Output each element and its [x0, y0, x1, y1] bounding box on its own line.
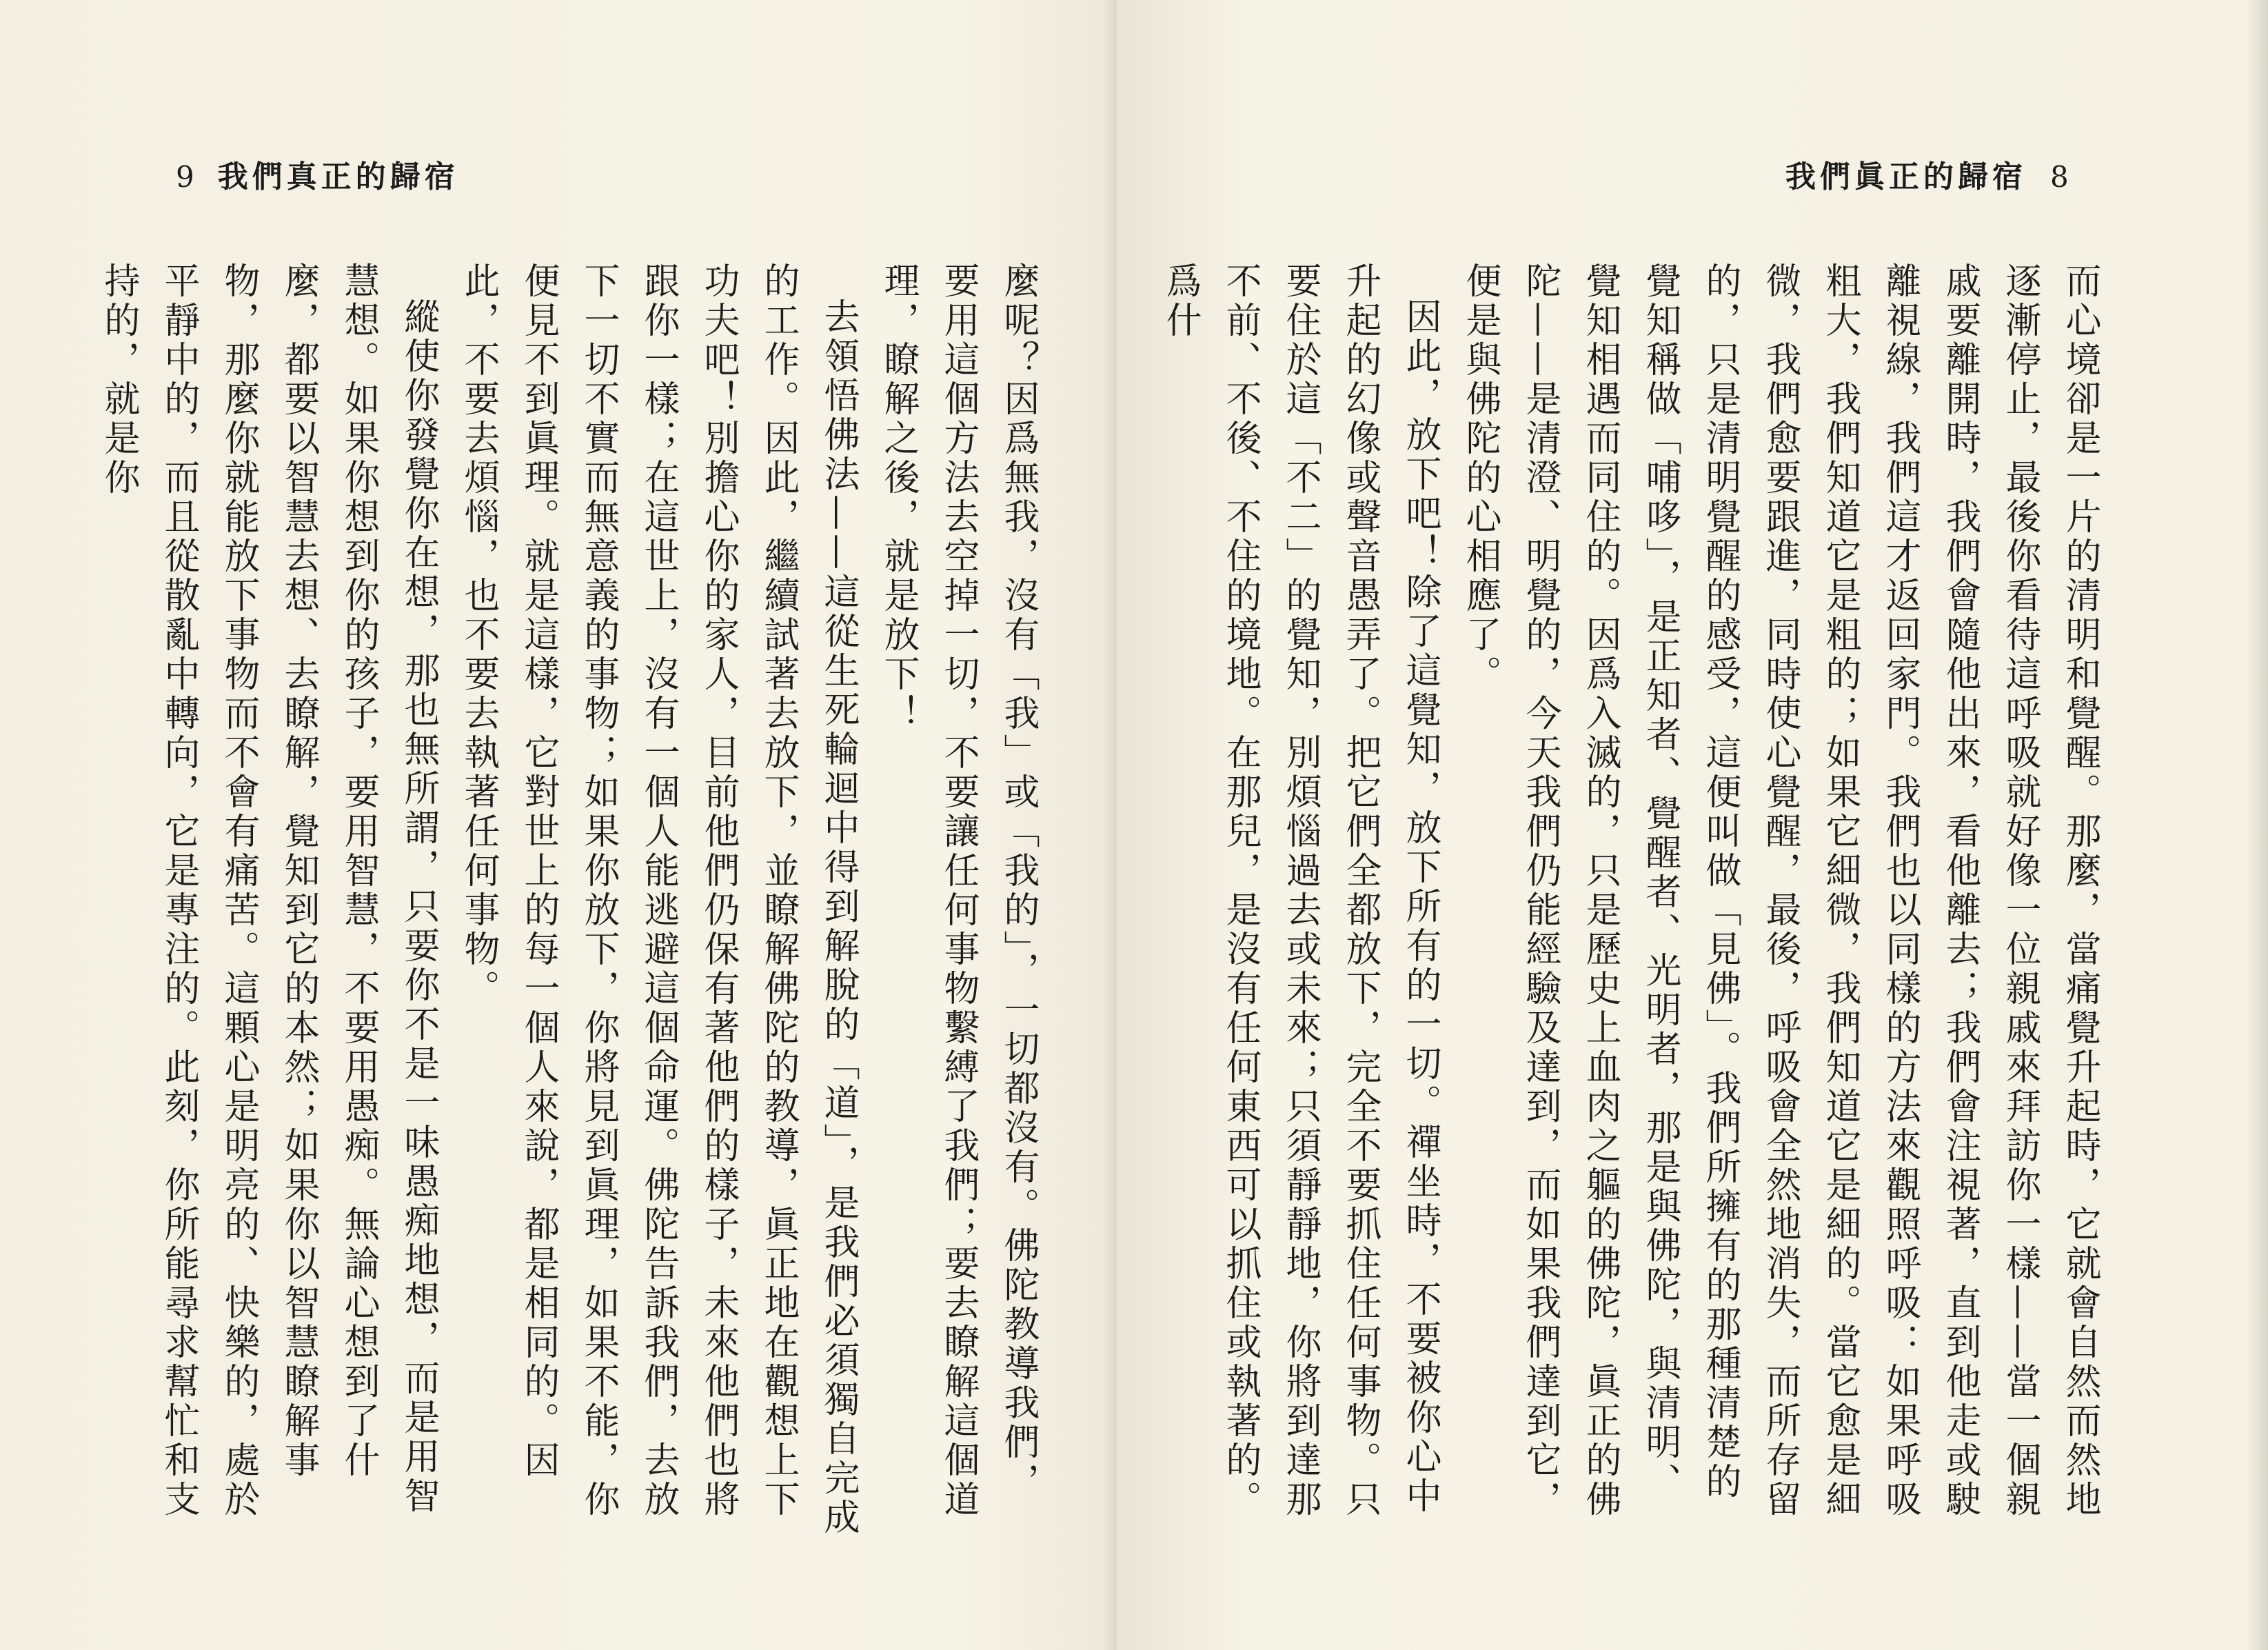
running-title: 我們真正的歸宿 [217, 159, 459, 194]
page-number: 9 [176, 160, 194, 194]
page-edge-shadow [2247, 0, 2268, 1650]
paragraph: 因此，放下吧！除了這覺知，放下所有的一切。禪坐時，不要被你心中升起的幻像或聲音愚弄了。把它們全都放下，完全不要抓住任何事物。只要住於這「不二」的覺知，別煩惱過去或未來；只須靜靜地，你將到達那不前、不後、不住的境地。在那兒，是沒有任何東西可以抓住或執著的。爲什 [1160, 262, 1441, 1520]
running-title: 我們眞正的歸宿 [1785, 159, 2027, 194]
right-page-body [1160, 262, 2109, 1538]
left-page-body [98, 262, 1048, 1538]
paragraph: 去領悟佛法——這從生死輪迴中得到解脫的「道」，是我們必須獨自完成的工作。因此，繼續試著去放下，並瞭解佛陀的教導，眞正地在觀想上下功夫吧！別擔心你的家人，目前他們仍保有著他們的樣子，未來他們也將跟你一樣；在這世上，沒有一個人能逃避這個命運。佛陀告訴我們，去放下一切不實而無意義的事物；如果你放下，你將見到眞理，如果不能，你便見不到眞理。就是這樣，它對世上的每一個人來說，都是相同的。因此，不要去煩惱，也不要去執著任何事物。 [458, 262, 859, 1538]
paragraph: 麼呢？因爲無我，沒有「我」或「我的」，一切都沒有。佛陀教導我們，要用這個方法去空掉一切，不要讓任何事物繫縛了我們；要去瞭解這個道理，瞭解之後，就是放下！ [878, 262, 1039, 1520]
left-page-header [176, 152, 459, 196]
right-page-header [1785, 152, 2069, 196]
paragraph: 而心境卻是一片的清明和覺醒。那麼，當痛覺升起時，它就會自然而然地逐漸停止，最後你看待這呼吸就好像一位親戚來拜訪你一樣——當一個親戚要離開時，我們會隨他出來，看他離去；我們會注視著，直到他走或駛離視線，我們這才返回家門。我們也以同樣的方法來觀照呼吸：如果呼吸粗大，我們知道它是粗的；如果它細微，我們知道它是細的。當它愈是細微，我們愈要跟進，同時使心覺醒，最後，呼吸會全然地消失，而所存留的，只是清明覺醒的感受，這便叫做「見佛」。我們所擁有的那種清楚的覺知稱做「哺哆」，是正知者、覺醒者、光明者，那是與佛陀，與清明、覺知相遇而同住的。因爲入滅的，只是歷史上血肉之軀的佛陀，眞正的佛陀——是清澄、明覺的，今天我們仍能經驗及達到，而如果我們達到它，便是與佛陀的心相應了。 [1459, 262, 2100, 1520]
paragraph: 縱使你發覺你在想，那也無所謂，只要你不是一味愚痴地想，而是用智慧想。如果你想到你的孩子，要用智慧，不要用愚痴。無論心想到了什麼，都要以智慧去想、去瞭解，覺知到它的本然；如果你以智慧瞭解事物，那麼你就能放下事物而不會有痛苦。這顆心是明亮的、快樂的，處於平靜中的，而且從散亂中轉向，它是專注的。此刻，你所能尋求幫忙和支持的，就是你 [98, 262, 439, 1520]
page-number: 8 [2050, 160, 2069, 194]
left-page [0, 0, 1117, 1650]
